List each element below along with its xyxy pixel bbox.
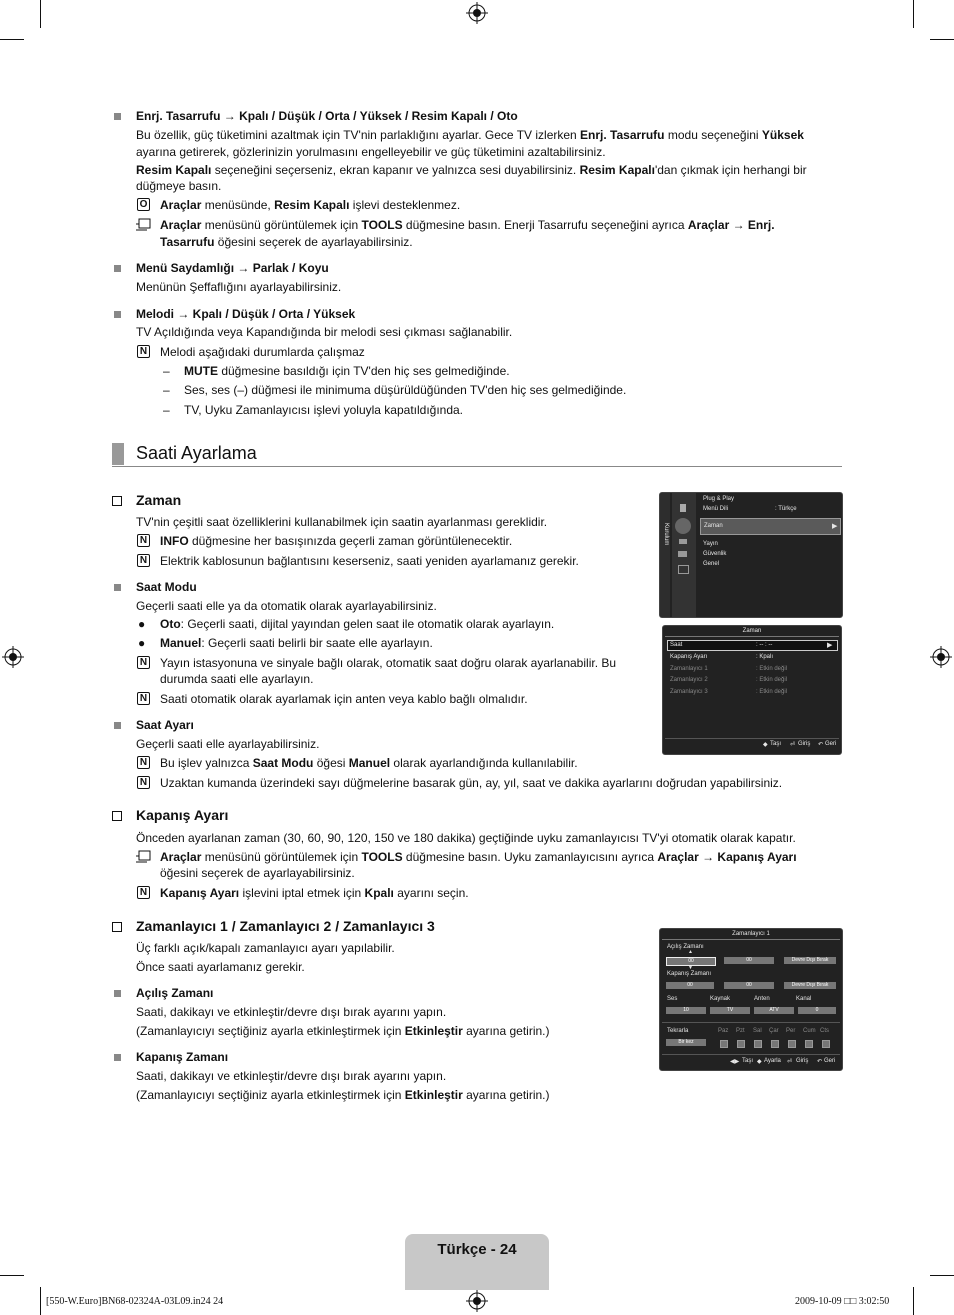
crop-mark [913, 1287, 914, 1315]
saatayari-note1: Bu işlev yalnızca Saat Modu öğesi Manuel olarak ayarlandığında kullanılabilir. [160, 756, 578, 770]
antenna-label: Anten [754, 996, 770, 1002]
repeat-field: Bir kez [666, 1039, 706, 1046]
note-icon: N [137, 756, 150, 769]
footer-file-info: [550-W.Euro]BN68-02324A-03L09.in24 24 [46, 1296, 224, 1307]
saatmodu-note1-cont: durumda saati elle ayarlayın. [160, 672, 314, 686]
note-icon: N [137, 656, 150, 669]
bullet-dot: ● [138, 636, 146, 650]
tools-icon [135, 850, 151, 863]
saatmodu-para: Geçerli saati elle ya da otomatik olarak ayarlayabilirsiniz. [136, 599, 437, 613]
menu-item: Genel [703, 561, 720, 567]
tools-icon [135, 218, 151, 231]
bullet-square-icon [114, 311, 121, 318]
registration-mark-icon [466, 1290, 488, 1312]
bullet-square-icon [114, 722, 121, 729]
channel-icon [678, 551, 687, 557]
note-icon: N [137, 692, 150, 705]
registration-mark-icon [466, 2, 488, 24]
menu-value: : Türkçe [775, 506, 797, 512]
day-label: Cum [803, 1028, 816, 1034]
sound-icon [679, 539, 687, 544]
row-label: Zamanlayıcı 2 [670, 677, 708, 683]
registration-mark-icon [2, 646, 24, 668]
menu-side-strip [660, 493, 670, 617]
menu-item: Yayın [703, 541, 718, 547]
day-checkbox [822, 1040, 830, 1048]
zamanlayici-para2: Önce saati ayarlamanız gerekir. [136, 960, 305, 974]
enter-icon: ⏎ [787, 1059, 793, 1065]
row-label: Kapanış Ayarı [670, 654, 708, 660]
crop-mark [913, 0, 914, 28]
crop-mark [0, 1275, 24, 1276]
arrow-down-icon: ▼ [688, 965, 693, 971]
arrow-up-icon: ▲ [688, 949, 693, 955]
footer-back: Geri [825, 741, 837, 747]
checkbox-bullet-icon [112, 811, 122, 821]
saatayari-title: Saat Ayarı [136, 718, 194, 732]
row-value: : Etkin değil [756, 677, 788, 683]
saatmodu-note2: Saati otomatik olarak ayarlamak için anten veya kablo bağlı olmalıdır. [160, 692, 528, 706]
arrow-right-icon: ▶ [832, 523, 838, 530]
return-icon: ↶ [818, 742, 824, 748]
footer-adjust: Ayarla [764, 1058, 781, 1064]
note-icon: N [137, 776, 150, 789]
day-checkbox [754, 1040, 762, 1048]
zaman-note2: Elektrik kablosunun bağlantısını keserseniz, saati yeniden ayarlamanız gerekir. [160, 554, 579, 568]
note-icon: N [137, 345, 150, 358]
menu-item-selected: Zaman [704, 523, 723, 529]
field-minute: 00 [724, 982, 774, 989]
menu-title: Menü Saydamlığı → Parlak / Koyu [136, 261, 329, 275]
row-label: Zamanlayıcı 3 [670, 689, 708, 695]
footer-enter: Giriş [798, 741, 811, 747]
closing-time-label: Kapanış Zamanı [667, 971, 712, 977]
day-label: Çar [769, 1028, 779, 1034]
channel-field: 0 [798, 1007, 836, 1014]
gear-icon [675, 518, 691, 534]
adjust-icon: ◆ [757, 1059, 762, 1065]
divider [662, 939, 840, 940]
acilis-para1: Saati, dakikayı ve etkinleştir/devre dışı bırak ayarını yapın. [136, 1005, 447, 1019]
day-checkbox [737, 1040, 745, 1048]
antenna-field: ATV [754, 1007, 794, 1014]
menu-item: Menü Dili [703, 506, 729, 512]
source-label: Kaynak [710, 996, 731, 1002]
opening-time-label: Açılış Zamanı [667, 944, 704, 950]
move-icon: ◆ [763, 742, 768, 748]
bullet-square-icon [114, 1054, 121, 1061]
day-checkbox [805, 1040, 813, 1048]
dash-marker: – [163, 364, 170, 378]
melodi-note: Melodi aşağıdaki durumlarda çalışmaz [160, 345, 365, 359]
bullet-square-icon [114, 990, 121, 997]
divider [665, 738, 839, 739]
volume-label: Ses [667, 996, 678, 1002]
divider [662, 1054, 840, 1055]
return-icon: ↶ [817, 1059, 823, 1065]
kapanis-zamani-para1: Saati, dakikayı ve etkinleştir/devre dışı bırak ayarını yapın. [136, 1069, 447, 1083]
move-icon: ◀▶ [730, 1059, 740, 1065]
crop-mark [40, 0, 41, 28]
bullet-dot: ● [138, 617, 146, 631]
row-value: : Kpalı [756, 654, 774, 660]
field-status: Devre Dışı Bırak [784, 957, 836, 964]
menu-title: Zamanlayıcı 1 [732, 931, 770, 937]
day-label: Cts [820, 1028, 829, 1034]
kapanis-zamani-title: Kapanış Zamanı [136, 1050, 229, 1064]
divider [665, 636, 839, 637]
row-label: Saat [670, 642, 683, 648]
enrj-tools-note: Araçlar menüsünü görüntülemek için TOOLS düğmesine basın. Enerji Tasarrufu seçeneğini ayrıca Araçlar → Enrj. [160, 218, 775, 232]
source-field: TV [710, 1007, 750, 1014]
heading-rule [112, 466, 842, 467]
crop-mark [930, 1275, 954, 1276]
zamanlayici-title: Zamanlayıcı 1 / Zamanlayıcı 2 / Zamanlayıcı 3 [136, 918, 435, 934]
arrow-right-icon: ▶ [827, 642, 833, 649]
kapanis-tools-note-cont: öğesini seçerek de ayarlayabilirsiniz. [160, 866, 355, 880]
picture-icon [680, 504, 686, 512]
prohibited-note-icon: O [137, 198, 150, 211]
footer-enter: Giriş [796, 1058, 809, 1064]
bullet-square-icon [114, 265, 121, 272]
melodi-item1: MUTE düğmesine basıldığı için TV'den hiç ses gelmediğinde. [184, 364, 510, 378]
row-label: Zamanlayıcı 1 [670, 666, 708, 672]
day-label: Pzt [736, 1028, 745, 1034]
note-icon: N [137, 554, 150, 567]
zaman-note1: INFO düğmesine her basışınızda geçerli zaman görüntülenecektir. [160, 534, 513, 548]
melodi-item2: Ses, ses (–) düğmesi ile minimuma düşürüldüğünden TV'den hiç ses gelmediğinde. [184, 383, 627, 397]
saatmodu-manuel: Manuel: Geçerli saati belirli bir saate elle ayarlayın. [160, 636, 433, 650]
melodi-item3: TV, Uyku Zamanlayıcısı işlevi yoluyla kapatıldığında. [184, 403, 464, 417]
melodi-title: Melodi → Kpalı / Düşük / Orta / Yüksek [136, 307, 356, 321]
melodi-para: TV Açıldığında veya Kapandığında bir melodi sesi çıkması sağlanabilir. [136, 325, 513, 339]
zaman-title: Zaman [136, 492, 182, 508]
enrj-para2-cont: düğmeye basın. [136, 179, 222, 193]
kapanis-zamani-para2: (Zamanlayıcıyı seçtiğiniz ayarla etkinleştirmek için Etkinleştir ayarına getirin.) [136, 1088, 550, 1102]
tv-timer-menu [659, 928, 843, 1071]
crop-mark [930, 39, 954, 40]
day-checkbox [771, 1040, 779, 1048]
footer-back: Geri [824, 1058, 836, 1064]
registration-mark-icon [930, 646, 952, 668]
kapanis-title: Kapanış Ayarı [136, 807, 229, 823]
zaman-para: TV'nin çeşitli saat özelliklerini kullanabilmek için saatin ayarlanması gereklidir. [136, 515, 548, 529]
enrj-para1: Bu özellik, güç tüketimini azaltmak için TV'nin parlaklığını ayarlar. Gece TV izlerken Enrj. Tasarrufu modu seçeneğini Yüksek [136, 128, 804, 142]
kapanis-note: Kapanış Ayarı işlevini iptal etmek için Kpalı ayarını seçin. [160, 886, 469, 900]
repeat-label: Tekrarla [667, 1028, 689, 1034]
field-hour: 00 [666, 957, 716, 966]
input-icon [678, 565, 689, 574]
channel-label: Kanal [796, 996, 812, 1002]
saatmodu-title: Saat Modu [136, 580, 197, 594]
tv-zaman-menu [662, 625, 842, 755]
menu-item: Güvenlik [703, 551, 727, 557]
footer-timestamp: 2009-10-09 □□ 3:02:50 [795, 1296, 890, 1307]
tv-setup-menu [659, 492, 843, 618]
bullet-square-icon [114, 584, 121, 591]
checkbox-bullet-icon [112, 922, 122, 932]
footer-move: Taşı [742, 1058, 754, 1064]
dash-marker: – [163, 383, 170, 397]
row-value: : Etkin değil [756, 689, 788, 695]
checkbox-bullet-icon [112, 496, 122, 506]
day-checkbox [788, 1040, 796, 1048]
heading-bar [112, 443, 124, 465]
bullet-square-icon [114, 113, 121, 120]
saatayari-para: Geçerli saati elle ayarlayabilirsiniz. [136, 737, 320, 751]
note-icon: N [137, 886, 150, 899]
enrj-tools-note-cont: Tasarrufu öğesini seçerek de ayarlayabilirsiniz. [160, 235, 413, 249]
acilis-para2: (Zamanlayıcıyı seçtiğiniz ayarla etkinleştirmek için Etkinleştir ayarına getirin.) [136, 1024, 550, 1038]
crop-mark [0, 39, 24, 40]
day-label: Paz [718, 1028, 729, 1034]
field-minute: 00 [724, 957, 774, 964]
row-value: : Etkin değil [756, 666, 788, 672]
saatmodu-oto: Oto: Geçerli saati, dijital yayından gelen saat ile otomatik olarak ayarlayın. [160, 617, 555, 631]
note-icon: N [137, 534, 150, 547]
saatmodu-note1: Yayın istasyonuna ve sinyale bağlı olarak, otomatik saat doğru olarak ayarlanabilir. Bu [160, 656, 617, 670]
menu-title: Zaman [742, 628, 762, 634]
acilis-title: Açılış Zamanı [136, 986, 214, 1000]
page-number: Türkçe - 24 [437, 1241, 517, 1258]
field-hour: 00 [666, 982, 714, 989]
footer-move: Taşı [770, 741, 782, 747]
enter-icon: ⏎ [790, 742, 796, 748]
field-status: Devre Dışı Bırak [784, 982, 836, 989]
enrj-para1-cont: ayarına getirerek, gözlerinizin yorulmasını engelleyebilir ve güç tüketimini azaltabilirsiniz. [136, 145, 606, 159]
kapanis-para: Önceden ayarlanan zaman (30, 60, 90, 120, 150 ve 180 dakika) geçtiğinde uyku zamanlayıcısı TV'yi otomatik olarak kapatır. [136, 831, 796, 845]
day-checkbox [720, 1040, 728, 1048]
day-label: Sal [753, 1028, 762, 1034]
dash-marker: – [163, 403, 170, 417]
kapanis-tools-note: Araçlar menüsünü görüntülemek için TOOLS düğmesine basın. Uyku zamanlayıcısını ayrıca Araçlar → Kapanış Ayarı [160, 850, 797, 864]
zamanlayici-para1: Üç farklı açık/kapalı zamanlayıcı ayarı yapılabilir. [136, 941, 395, 955]
menu-highlight [667, 640, 838, 651]
enrj-para2: Resim Kapalı seçeneğini seçerseniz, ekran kapanır ve yalnızca sesi duyabilirsiniz. Resim Kapalı'dan çıkmak için herhangi bir [136, 163, 807, 177]
side-label: Kurulum [663, 523, 669, 546]
divider [662, 1022, 840, 1023]
enrj-note1: Araçlar menüsünde, Resim Kapalı işlevi desteklenmez. [160, 198, 461, 212]
day-label: Per [786, 1028, 796, 1034]
menu-para: Menünün Şeffaflığını ayarlayabilirsiniz. [136, 280, 342, 294]
enrj-title: Enrj. Tasarrufu → Kpalı / Düşük / Orta / Yüksek / Resim Kapalı / Oto [136, 109, 518, 123]
row-value: : -- : -- [756, 642, 773, 648]
saatayari-note2: Uzaktan kumanda üzerindeki sayı düğmelerine basarak gün, ay, yıl, saat ve dakika ayarlarını doğrudan yapabilirsiniz. [160, 776, 783, 790]
menu-item: Plug & Play [703, 496, 735, 502]
volume-field: 10 [666, 1007, 706, 1014]
section-heading: Saati Ayarlama [136, 443, 257, 463]
crop-mark [40, 1287, 41, 1315]
